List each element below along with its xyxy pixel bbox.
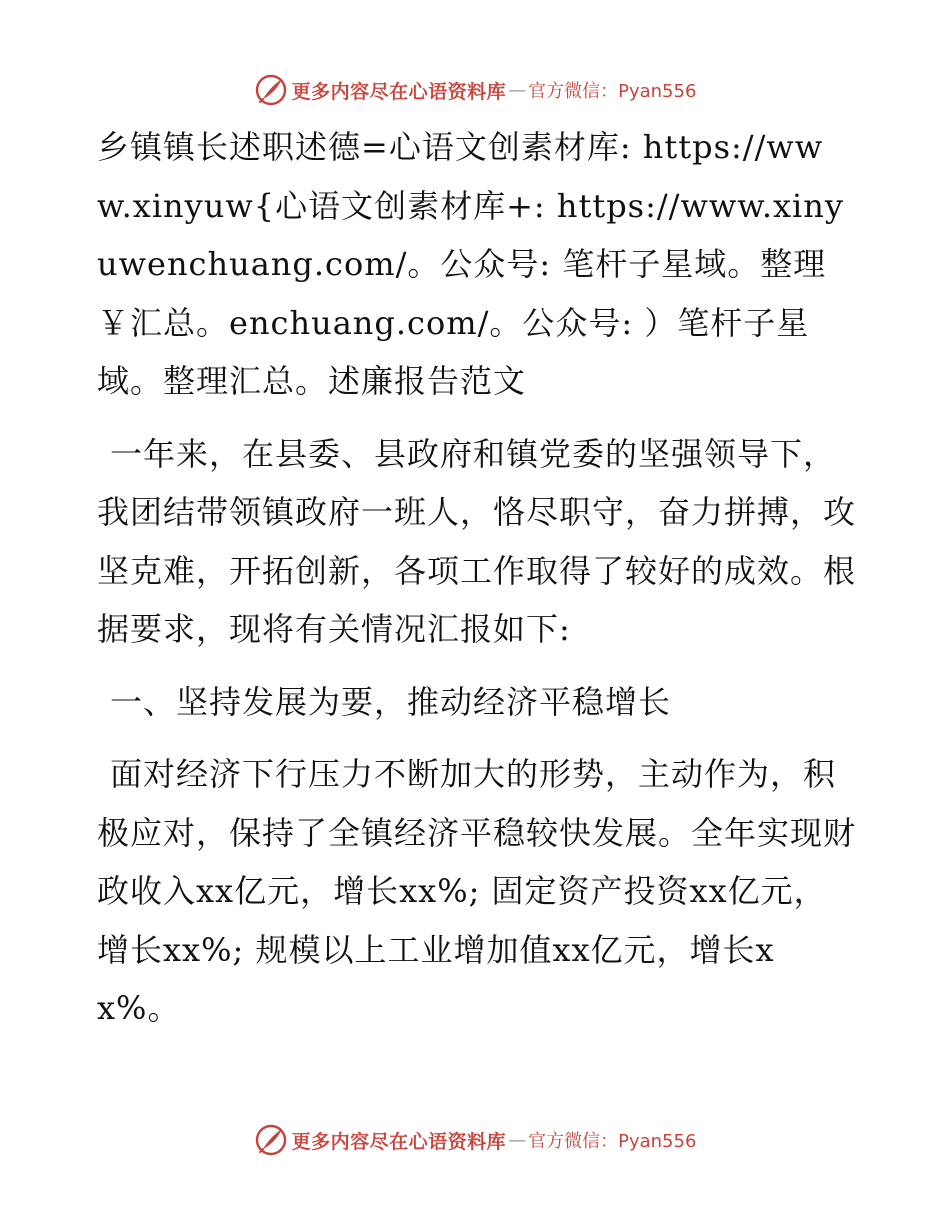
footer-brand	[254, 1122, 697, 1158]
quill-pen-logo-icon	[254, 1123, 288, 1157]
header-contact: 官方微信：Pyan556	[528, 81, 697, 102]
footer-contact: 官方微信：Pyan556	[528, 1131, 697, 1152]
body-paragraph: 面对经济下行压力不断加大的形势，主动作为，积极应对，保持了全镇经济平稳较快发展。全年实现财政收入xx亿元，增长xx%; 固定资产投资xx亿元，增长xx%; 规模以上工业增加值xx亿元，增长xx%。	[97, 755, 857, 1027]
header-brand-text: 更多内容尽在心语资料库	[291, 80, 507, 103]
footer-brand-text: 更多内容尽在心语资料库	[291, 1130, 507, 1153]
page-footer	[0, 1122, 950, 1158]
header-dash: —	[508, 79, 527, 101]
header-brand	[254, 72, 697, 108]
page-header	[0, 72, 950, 108]
quill-pen-logo-icon	[254, 73, 288, 107]
footer-dash: —	[508, 1129, 527, 1151]
document-body	[97, 118, 857, 1038]
intro-paragraph: 一年来，在县委、县政府和镇党委的坚强领导下，我团结带领镇政府一班人，恪尽职守，奋力拼搏，攻坚克难，开拓创新，各项工作取得了较好的成效。根据要求，现将有关情况汇报如下:	[97, 434, 857, 648]
title-paragraph: 乡镇镇长述职述德=心语文创素材库: https://www.xinyuw{心语文创素材库+: https://www.xinyuwenchuang.com/。公众号: 笔杆子星域。整理￥汇总。enchuang.com/。公众号: ）笔杆子星域。整理汇总。述廉报告范文	[97, 128, 844, 400]
section-heading: 一、坚持发展为要，推动经济平稳增长	[110, 682, 672, 721]
